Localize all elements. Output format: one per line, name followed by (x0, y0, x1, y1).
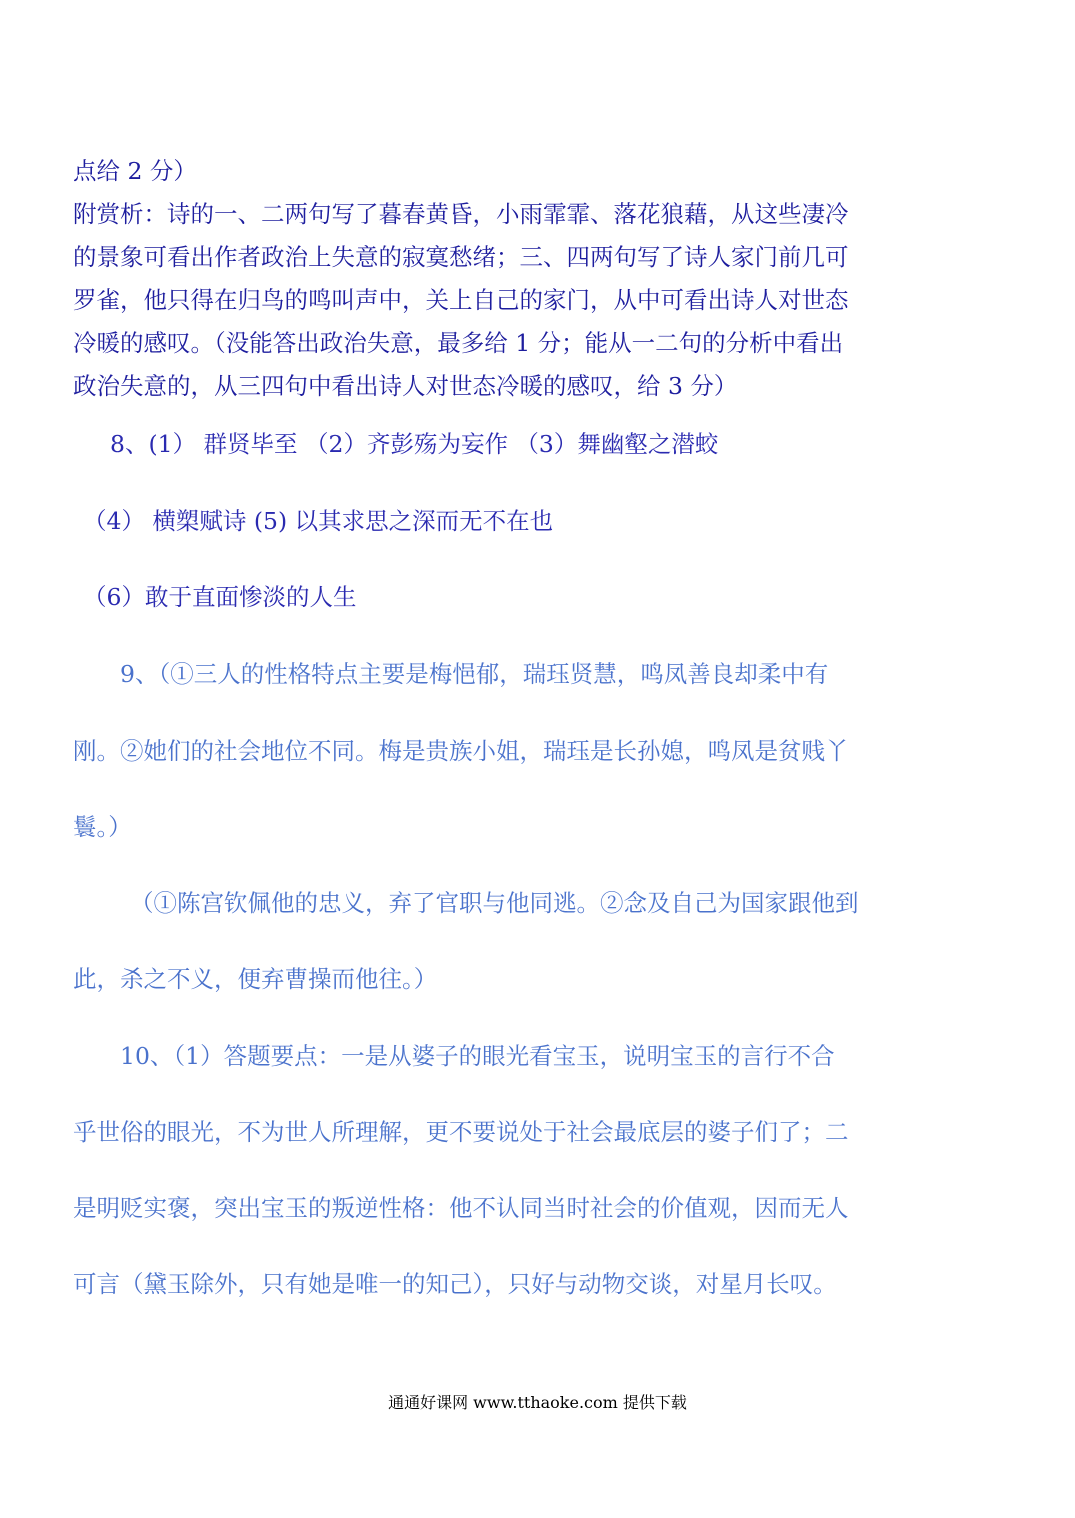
q10-line: 10、（1）答题要点：一是从婆子的眼光看宝玉，说明宝玉的言行不合 (120, 1042, 835, 1070)
q7-line: 附赏析：诗的一、二两句写了暮春黄昏，小雨霏霏、落花狼藉，从这些凄冷 (73, 200, 849, 228)
q8-line: （4） 横槊赋诗 (5) 以其求思之深而无不在也 (83, 507, 554, 535)
q7-line: 的景象可看出作者政治上失意的寂寞愁绪；三、四两句写了诗人家门前几可 (73, 243, 849, 271)
q9-line: 刚。②她们的社会地位不同。梅是贵族小姐，瑞珏是长孙媳，鸣凤是贫贱丫 (73, 737, 849, 765)
q8-line: （6）敢于直面惨淡的人生 (83, 583, 357, 611)
q10-line: 可言（黛玉除外，只有她是唯一的知己），只好与动物交谈，对星月长叹。 (73, 1270, 837, 1298)
q9-line: 鬟。） (73, 813, 132, 841)
q8-line: 8、(1） 群贤毕至 （2）齐彭殇为妄作 （3）舞幽壑之潜蛟 (110, 430, 719, 458)
q9-line: 此，杀之不义，便弃曹操而他往。） (73, 965, 438, 993)
q10-line: 乎世俗的眼光，不为世人所理解，更不要说处于社会最底层的婆子们了；二 (73, 1118, 849, 1146)
q7-line: 冷暖的感叹。（没能答出政治失意，最多给 1 分；能从一二句的分析中看出 (73, 329, 844, 357)
q9-line: （①陈宫钦佩他的忠义，弃了官职与他同逃。②念及自己为国家跟他到 (130, 889, 859, 917)
q7-line: 政治失意的，从三四句中看出诗人对世态冷暖的感叹，给 3 分） (73, 372, 738, 400)
q10-line: 是明贬实褒，突出宝玉的叛逆性格：他不认同当时社会的价值观，因而无人 (73, 1194, 849, 1222)
q7-line: 点给 2 分） (73, 157, 197, 185)
q9-line: 9、（①三人的性格特点主要是梅悒郁，瑞珏贤慧，鸣凤善良却柔中有 (120, 660, 829, 688)
page-footer: 通通好课网 www.tthaoke.com 提供下载 (388, 1393, 687, 1412)
q7-line: 罗雀，他只得在归鸟的鸣叫声中，关上自己的家门，从中可看出诗人对世态 (73, 286, 849, 314)
